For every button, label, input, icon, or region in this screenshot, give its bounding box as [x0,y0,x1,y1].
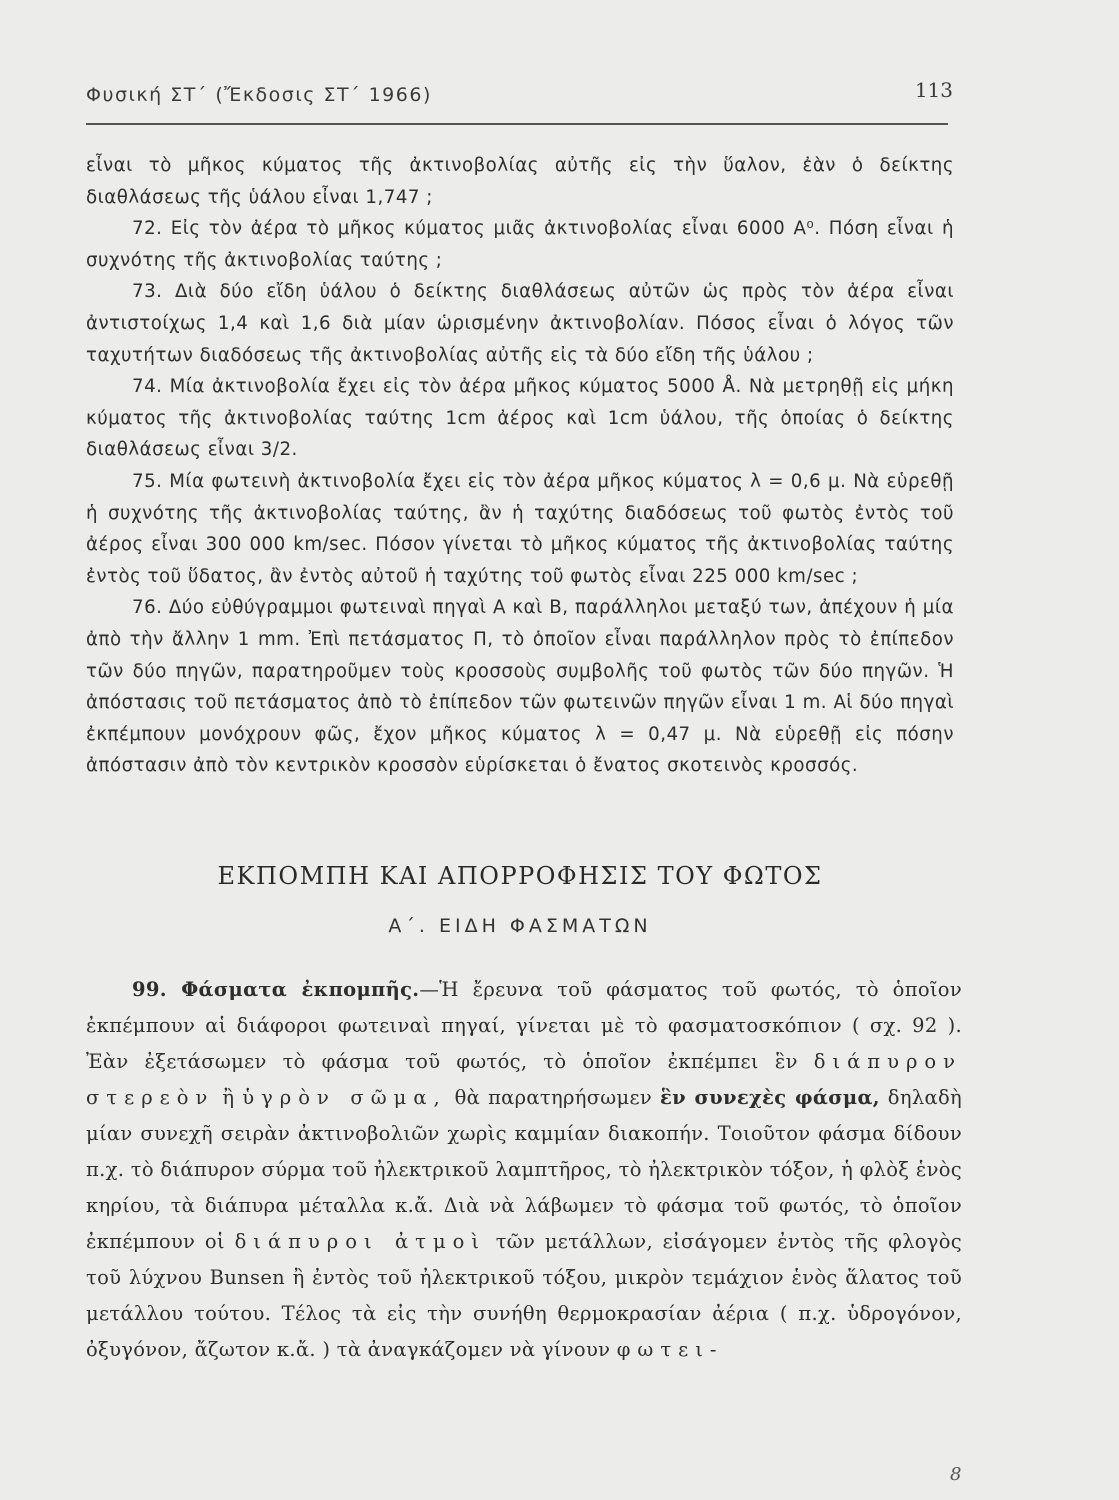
section-99-spaced-1: διάπυρον στερεὸν [86,1050,963,1109]
exercise-75: 75. Μία φωτεινὴ ἀκτινοβολία ἔχει εἰς τὸν ἀέρα μῆκος κύματος λ = 0,6 μ. Νὰ εὑρεθῇ ἡ συχνότης τῆς ἀκτινοβολίας ταύτης, ἂν ἡ ταχύτης διαδόσεως τοῦ φωτὸς ἐντὸς τοῦ ἀέρος εἶναι 300 000 km/sec. Πόσον γίνεται τὸ μῆκος κύματος τῆς ἀκτινοβολίας ταύτης ἐντὸς τοῦ ὕδατος, ἂν ἐντὸς αὐτοῦ ἡ ταχύτης τοῦ φωτὸς εἶναι 225 000 km/sec ; [86,470,954,587]
section-99-spaced-4: φωτει- [616,1338,724,1361]
section-99-text-4: δηλαδὴ μίαν συνεχῆ σειρὰν ἀκτινοβολιῶν χωρὶς καμμίαν διακοπήν. Τοιοῦτον φάσμα δίδουν π.χ. τὸ διάπυρον σύρμα τοῦ ἠλεκτρικοῦ λαμπτῆρος, τὸ ἠλεκτρικὸν τόξον, ἡ φλὸξ ἑνὸς κηρίου, τὰ διάπυρα μέταλλα κ.ἄ. Διὰ νὰ λάβωμεν τὸ φάσμα τοῦ φωτός, τὸ ὁποῖον ἐκπέμπουν οἱ [86,1086,962,1253]
page-number: 113 [914,78,953,102]
exercise-73: 73. Διὰ δύο εἴδη ὑάλου ὁ δείκτης διαθλάσεως αὐτῶν ὡς πρὸς τὸν ἀέρα εἶναι ἀντιστοίχως 1,4 καὶ 1,6 διὰ μίαν ὡρισμένην ἀκτινοβολίαν. Πόσος εἶναι ὁ λόγος τῶν ταχυτήτων διαδόσεως τῆς ἀκτινοβολίας αὐτῆς εἰς τὰ δύο εἴδη τῆς ὑάλου ; [86,281,954,366]
exercise-76: 76. Δύο εὐθύγραμμοι φωτειναὶ πηγαὶ Α καὶ Β, παράλληλοι μεταξύ των, ἀπέχουν ἡ μία ἀπὸ τὴν ἄλλην 1 mm. Ἐπὶ πετάσματος Π, τὸ ὁποῖον εἶναι παράλληλον πρὸς τὸ ἐπίπεδον τῶν δύο πηγῶν, παρατηροῦμεν τοὺς κροσσοὺς συμβολῆς τοῦ φωτὸς τῶν δύο πηγῶν. Ἡ ἀπόστασις τοῦ πετάσματος ἀπὸ τὸ ἐπίπεδον τῶν φωτεινῶν πηγῶν εἶναι 1 m. Αἱ δύο πηγαὶ ἐκπέμπουν μονόχρουν φῶς, ἔχον μῆκος κύματος λ = 0,47 μ. Νὰ εὑρεθῇ εἰς πόσην ἀπόστασιν ἀπὸ τὸν κεντρικὸν κροσσὸν εὑρίσκεται ὁ ἔνατος σκοτεινὸς κροσσός. [86,597,954,777]
section-99-text-1: —Ἡ ἔρευνα τοῦ φάσματος τοῦ φωτός, τὸ ὁποῖον ἐκπέμπουν αἱ διάφοροι φωτειναὶ πηγαί, γίνεται μὲ τὸ φασματοσκόπιον ( σχ. 92 ). Ἐὰν ἐξετάσωμεν τὸ φάσμα τοῦ φωτός, τὸ ὁποῖον ἐκπέμπει ἓν [86,978,963,1073]
section-99-spaced-3: διάπυροι ἀτμοὶ [234,1230,487,1253]
running-title: Φυσική ΣΤ΄ (Ἔκδοσις ΣΤ΄ 1966) [86,84,432,106]
section-99-paragraph [86,972,962,1368]
section-99-text-5: τῶν μετάλλων, εἰσάγομεν ἐντὸς τῆς φλογὸς τοῦ λύχνου Bunsen ἢ ἐντὸς τοῦ ἠλεκτρικοῦ τόξου, μικρὸν τεμάχιον ἑνὸς ἅλατος τοῦ μετάλλου τούτου. Τέλος τὰ εἰς τὴν συνήθη θερμοκρασίαν ἀέρια ( π.χ. ὑδρογόνον, ὀξυγόνον, ἄζωτον κ.ἄ. ) τὰ ἀναγκάζομεν νὰ γίνουν [86,1230,963,1361]
exercise-71-continuation: εἶναι τὸ μῆκος κύματος τῆς ἀκτινοβολίας αὐτῆς εἰς τὴν ὕαλον, ἐὰν ὁ δείκτης διαθλάσεως τῆς ὑάλου εἶναι 1,747 ; [86,155,954,208]
section-99-text-3: θὰ παρατηρήσωμεν [454,1086,653,1109]
chapter-subtitle: Α΄. ΕΙΔΗ ΦΑΣΜΑΤΩΝ [388,915,652,937]
section-99-heading: 99. Φάσματα ἐκπομπῆς. [132,978,420,1001]
exercise-list [86,150,954,782]
signature-mark: 8 [950,1464,962,1485]
section-99 [86,972,962,1368]
header-rule [86,123,948,125]
section-99-text-2: ἢ [222,1086,235,1109]
chapter-title: ΕΚΠΟΜΠΗ ΚΑΙ ΑΠΟΡΡΟΦΗΣΙΣ ΤΟΥ ΦΩΤΟΣ [217,862,823,890]
section-99-bold-phrase: ἓν συνεχὲς φάσμα, [659,1086,880,1109]
exercise-72: 72. Εἰς τὸν ἀέρα τὸ μῆκος κύματος μιᾶς ἀκτινοβολίας εἶναι 6000 Α⁰. Πόση εἶναι ἡ συχνότης τῆς ἀκτινοβολίας ταύτης ; [86,218,954,271]
section-99-spaced-2: ὑγρὸν σῶμα, [242,1086,447,1109]
exercise-74: 74. Μία ἀκτινοβολία ἔχει εἰς τὸν ἀέρα μῆκος κύματος 5000 Å. Νὰ μετρηθῇ εἰς μήκη κύματος τῆς ἀκτινοβολίας ταύτης 1cm ἀέρος καὶ 1cm ὑάλου, τῆς ὁποίας ὁ δείκτης διαθλάσεως εἶναι 3/2. [86,376,954,461]
